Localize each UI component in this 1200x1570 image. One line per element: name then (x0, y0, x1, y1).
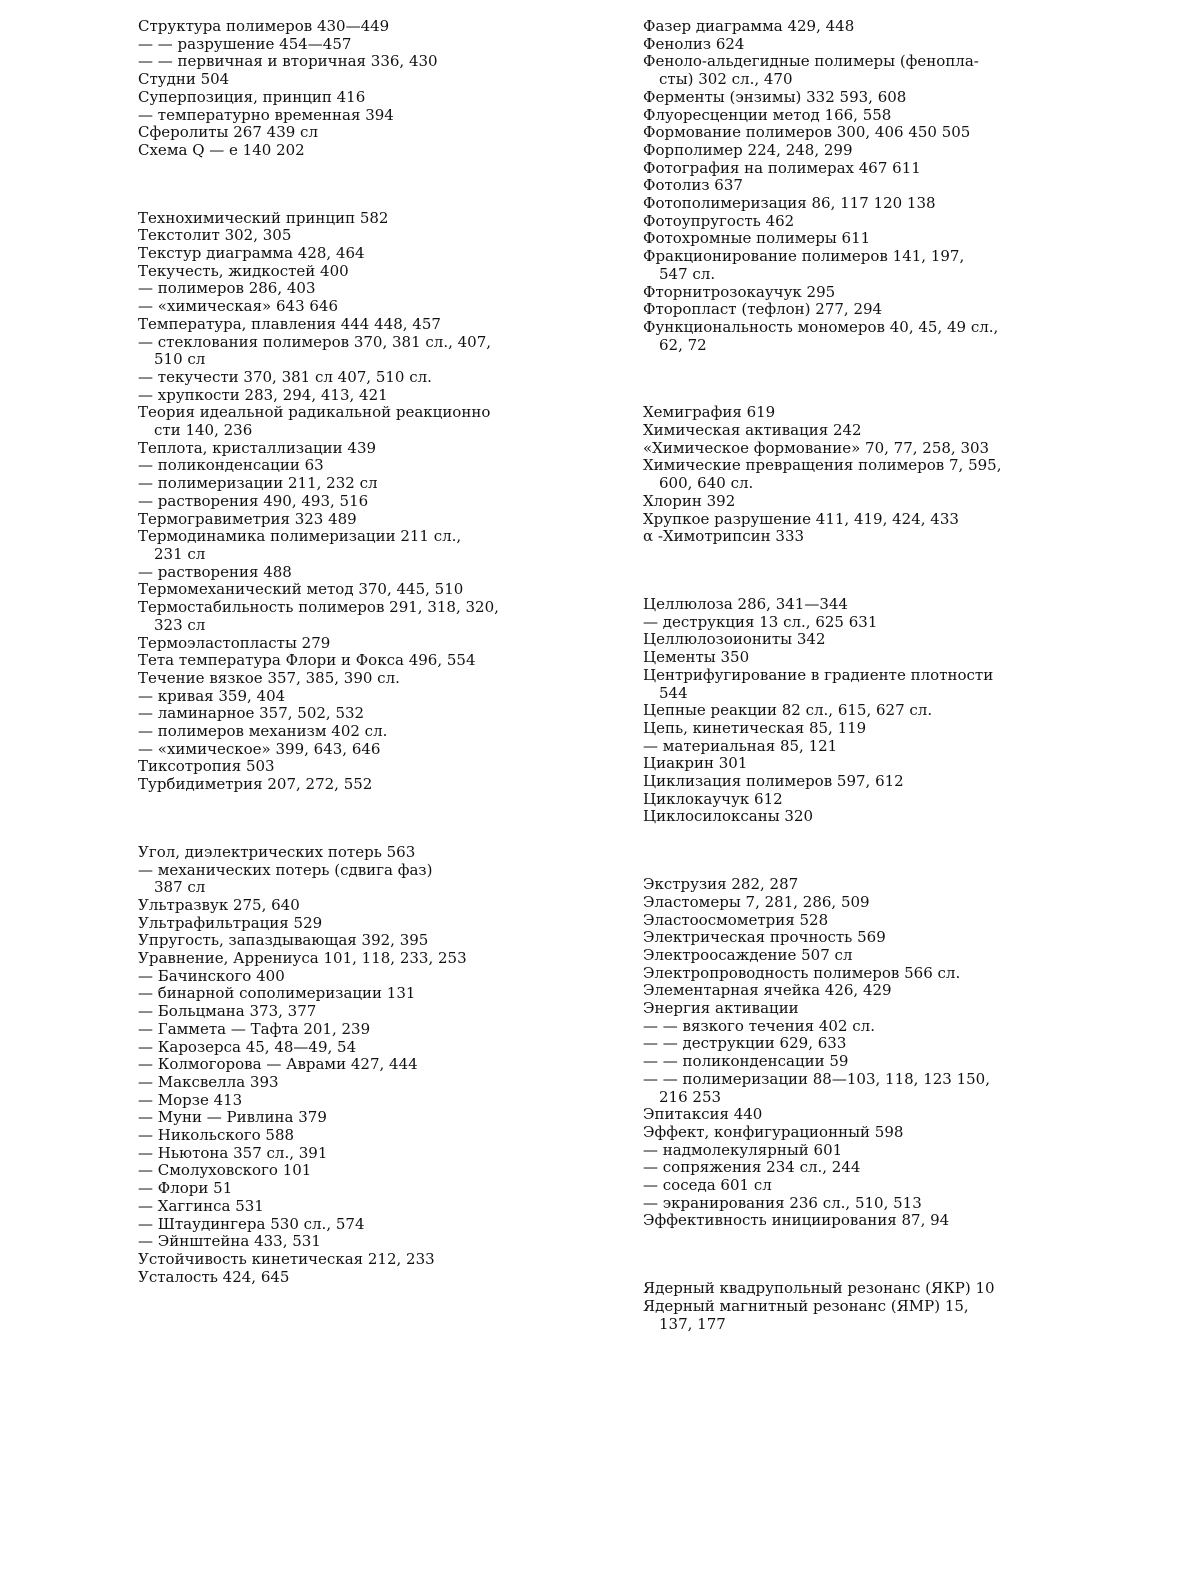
index-entry: сты) 302 сл., 470 (659, 70, 793, 89)
index-group-e (643, 876, 1075, 1230)
index-entry: — Никольского 588 (138, 1126, 295, 1145)
index-entry: Тета температура Флори и Фокса 496, 554 (138, 651, 476, 670)
index-entry: Устойчивость кинетическая 212, 233 (138, 1250, 435, 1268)
index-entry: Флуоресценции метод 166, 558 (643, 105, 892, 124)
index-entry: Фторопласт (тефлон) 277, 294 (643, 300, 883, 319)
index-entry: Эффект, конфигурационный 598 (643, 1122, 904, 1141)
index-entry: Термостабильность полимеров 291, 318, 320, (138, 598, 499, 617)
index-entry: — «химическая» 643 646 (138, 297, 339, 316)
index-entry: Течение вязкое 357, 385, 390 сл. (138, 668, 400, 687)
index-entry: Текстолит 302, 305 (138, 226, 292, 245)
index-entry: Теплота, кристаллизации 439 (138, 438, 377, 457)
index-entry: Эластоосмометрия 528 (643, 910, 829, 929)
index-entry: — растворения 488 (138, 562, 292, 581)
index-entry: — полимеров механизм 402 сл. (138, 722, 388, 741)
index-entry: — — поликонденсации 59 (643, 1052, 849, 1071)
index-entry: α -Химотрипсин 333 (643, 527, 805, 546)
index-entry: — «химическое» 399, 643, 646 (138, 739, 381, 758)
index-entry: Упругость, запаздывающая 392, 395 (138, 931, 429, 950)
index-entry: — Карозерса 45, 48—49, 54 (138, 1037, 357, 1056)
index-entry: 510 сл (154, 350, 206, 369)
index-entry: — экранирования 236 сл., 510, 513 (643, 1193, 922, 1212)
index-entry: Фенолиз 624 (643, 34, 745, 53)
index-entry: Ядерный магнитный резонанс (ЯМР) 15, (643, 1296, 969, 1315)
index-entry: — — вязкого течения 402 сл. (643, 1016, 875, 1035)
index-entry: Электроосаждение 507 сл (643, 945, 853, 964)
index-entry: Температура, плавления 444 448, 457 (138, 314, 441, 333)
index-entry: — — деструкции 629, 633 (643, 1034, 847, 1053)
index-entry: Эпитаксия 440 (643, 1105, 763, 1124)
index-entry: — Бачинского 400 (138, 966, 285, 985)
index-entry: 323 сл (154, 615, 206, 634)
index-entry: Сферолиты 267 439 сл (138, 123, 318, 142)
index-entry: Фторнитрозокаучук 295 (643, 282, 836, 301)
index-entry: — кривая 359, 404 (138, 686, 286, 705)
index-entry: Центрифугирование в градиенте плотности (643, 665, 994, 684)
index-entry: Фотоупругость 462 (643, 211, 795, 230)
index-entry: Химическая активация 242 (643, 421, 862, 440)
index-entry: — ламинарное 357, 502, 532 (138, 704, 365, 723)
index-entry: Уравнение, Аррениуса 101, 118, 233, 253 (138, 949, 467, 968)
index-group-ts (643, 596, 1075, 826)
index-entry: Экструзия 282, 287 (643, 875, 799, 894)
index-entry: — соседа 601 сл (643, 1176, 772, 1195)
index-entry: Формование полимеров 300, 406 450 505 (643, 123, 971, 142)
index-entry: Циклокаучук 612 (643, 789, 783, 808)
index-entry: Текстур диаграмма 428, 464 (138, 244, 365, 263)
index-group-t (138, 210, 568, 794)
index-entry: Текучесть, жидкостей 400 (138, 261, 349, 280)
index-entry: — поликонденсации 63 (138, 456, 324, 475)
index-entry: — материальная 85, 121 (643, 736, 838, 755)
index-entry: сти 140, 236 (154, 421, 253, 440)
index-entry: — Гаммета — Тафта 201, 239 (138, 1019, 371, 1038)
index-entry: 387 сл (154, 878, 206, 897)
index-entry: Ферменты (энзимы) 332 593, 608 (643, 87, 907, 106)
index-entry: Фазер диаграмма 429, 448 (643, 17, 855, 35)
index-entry: Ядерный квадрупольный резонанс (ЯКР) 10 (643, 1279, 995, 1298)
index-entry: Функциональность мономеров 40, 45, 49 сл., (643, 317, 999, 336)
index-entry: Угол, диэлектрических потерь 563 (138, 842, 416, 861)
index-entry: — стеклования полимеров 370, 381 сл., 407, (138, 332, 492, 351)
index-entry: Суперпозиция, принцип 416 (138, 87, 366, 106)
index-entry: — хрупкости 283, 294, 413, 421 (138, 385, 388, 404)
index-entry: Цементы 350 (643, 648, 750, 667)
index-entry: Элементарная ячейка 426, 429 (643, 981, 892, 1000)
index-entry: Целлюлоза 286, 341—344 (643, 594, 848, 613)
index-entry: Эффективность инициирования 87, 94 (643, 1211, 950, 1230)
index-entry: Турбидиметрия 207, 272, 552 (138, 775, 373, 794)
index-entry: — полимеризации 211, 232 сл (138, 474, 378, 493)
index-entry: Фотополимеризация 86, 117 120 138 (643, 194, 936, 213)
index-entry: Энергия активации (643, 999, 799, 1018)
index-entry: — Эйнштейна 433, 531 (138, 1232, 321, 1251)
index-entry: 547 сл. (659, 264, 716, 283)
index-entry: 137, 177 (659, 1314, 726, 1333)
index-entry: — текучести 370, 381 сл 407, 510 сл. (138, 367, 432, 386)
index-entry: 600, 640 сл. (659, 474, 754, 493)
index-entry: 231 сл (154, 544, 206, 563)
index-entry: — полимеров 286, 403 (138, 279, 316, 298)
index-entry: Усталость 424, 645 (138, 1267, 290, 1286)
index-entry: Цепные реакции 82 сл., 615, 627 сл. (643, 701, 933, 720)
index-entry: 62, 72 (659, 335, 707, 354)
index-entry: Электрическая прочность 569 (643, 928, 886, 947)
index-group-f (643, 18, 1075, 354)
index-entry: — надмолекулярный 601 (643, 1140, 843, 1159)
index-entry: Технохимический принцип 582 (138, 208, 389, 227)
index-entry: Ультрафильтрация 529 (138, 913, 323, 932)
index-group-ya (643, 1280, 1075, 1333)
index-entry: Циакрин 301 (643, 754, 748, 773)
index-entry: Студни 504 (138, 70, 230, 89)
index-entry: — Ньютона 357 сл., 391 (138, 1143, 328, 1162)
index-entry: — сопряжения 234 сл., 244 (643, 1158, 861, 1177)
index-entry: — Флори 51 (138, 1179, 233, 1198)
index-entry: Фракционирование полимеров 141, 197, (643, 247, 965, 266)
index-entry: Циклизация полимеров 597, 612 (643, 772, 904, 791)
index-entry: Тиксотропия 503 (138, 757, 275, 776)
index-entry: Электропроводность полимеров 566 сл. (643, 963, 961, 982)
index-entry: Теория идеальной радикальной реакционно (138, 403, 491, 422)
index-entry: — температурно временная 394 (138, 105, 394, 124)
index-entry: Хемиграфия 619 (643, 403, 776, 422)
index-entry: — Муни — Ривлина 379 (138, 1108, 327, 1127)
index-entry: Структура полимеров 430—449 (138, 17, 390, 35)
index-entry: Форполимер 224, 248, 299 (643, 140, 853, 159)
index-entry: 216 253 (659, 1087, 722, 1106)
index-entry: — механических потерь (сдвига фаз) (138, 860, 433, 879)
index-entry: Термомеханический метод 370, 445, 510 (138, 580, 464, 599)
index-entry: Фотолиз 637 (643, 176, 743, 195)
index-entry: Термогравиметрия 323 489 (138, 509, 357, 528)
index-entry: — Больцмана 373, 377 (138, 1002, 317, 1021)
index-entry: — бинарной сополимеризации 131 (138, 984, 416, 1003)
index-entry: — Смолуховского 101 (138, 1161, 312, 1180)
index-entry: Фотохромные полимеры 611 (643, 229, 871, 248)
index-entry: Циклосилоксаны 320 (643, 807, 814, 826)
index-group-kh (643, 404, 1075, 546)
index-group-s (138, 18, 568, 160)
index-entry: — Морзе 413 (138, 1090, 243, 1109)
index-entry: — — первичная и вторичная 336, 430 (138, 52, 438, 71)
index-entry: Эластомеры 7, 281, 286, 509 (643, 892, 870, 911)
index-entry: Схема Q — e 140 202 (138, 140, 305, 159)
index-entry: — Максвелла 393 (138, 1072, 279, 1091)
index-entry: — — разрушение 454—457 (138, 34, 352, 53)
index-entry: Целлюлозоиониты 342 (643, 630, 826, 649)
index-entry: — Хаггинса 531 (138, 1196, 264, 1215)
index-column-right (643, 18, 1075, 1333)
index-entry: — деструкция 13 сл., 625 631 (643, 612, 878, 631)
index-entry: Хрупкое разрушение 411, 419, 424, 433 (643, 509, 959, 528)
index-entry: Фотография на полимерах 467 611 (643, 158, 921, 177)
index-entry: — — полимеризации 88—103, 118, 123 150, (643, 1069, 990, 1088)
index-column-left (138, 18, 568, 1286)
index-entry: «Химическое формование» 70, 77, 258, 303 (643, 438, 990, 457)
index-entry: Ультразвук 275, 640 (138, 895, 300, 914)
index-entry: Термодинамика полимеризации 211 сл., (138, 527, 462, 546)
index-group-u (138, 844, 568, 1287)
index-entry: — растворения 490, 493, 516 (138, 491, 369, 510)
index-entry: — Колмогорова — Аврами 427, 444 (138, 1055, 418, 1074)
index-entry: Хлорин 392 (643, 491, 736, 510)
index-entry: 544 (659, 683, 688, 702)
index-entry: — Штаудингера 530 сл., 574 (138, 1214, 365, 1233)
index-entry: Феноло-альдегидные полимеры (фенопла- (643, 52, 979, 71)
index-entry: Химические превращения полимеров 7, 595, (643, 456, 1002, 475)
index-entry: Термоэластопласты 279 (138, 633, 331, 652)
index-entry: Цепь, кинетическая 85, 119 (643, 718, 867, 737)
